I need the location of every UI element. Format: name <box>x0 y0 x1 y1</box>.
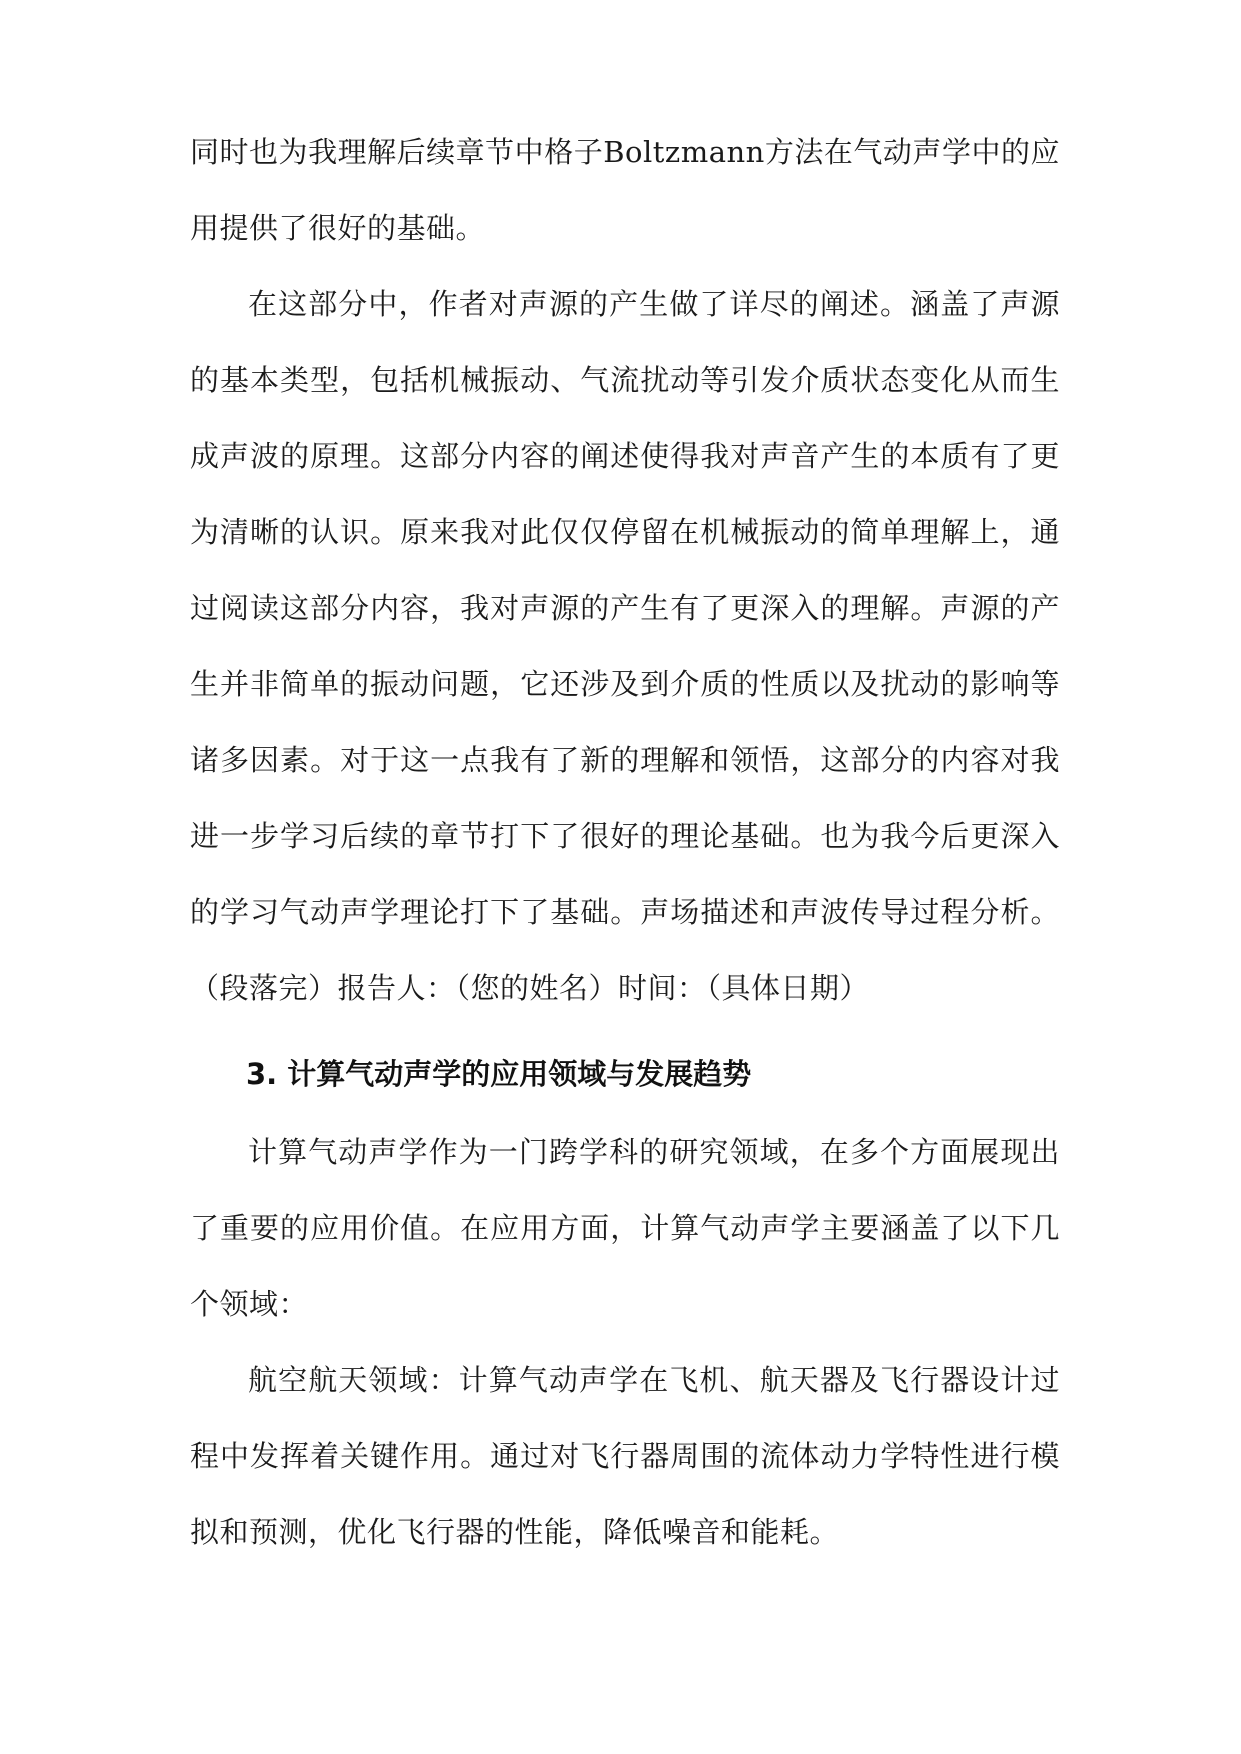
paragraph-continued: 同时也为我理解后续章节中格子Boltzmann方法在气动声学中的应用提供了很好的基础。 <box>190 135 1060 245</box>
paragraph-sound-source: 在这部分中，作者对声源的产生做了详尽的阐述。涵盖了声源的基本类型，包括机械振动、气流扰动等引发介质状态变化从而生成声波的原理。这部分内容的阐述使得我对声音产生的本质有了更为清晰的认识。原来我对此仅仅停留在机械振动的简单理解上，通过阅读这部分内容，我对声源的产生有了更深入的理解。声源的产生并非简单的振动问题，它还涉及到介质的性质以及扰动的影响等诸多因素。对于这一点我有了新的理解和领悟，这部分的内容对我进一步学习后续的章节打下了很好的理论基础。也为我今后更深入的学习气动声学理论打下了基础。声场描述和声波传导过程分析。（段落完）报告人：（您的姓名）时间：（具体日期） <box>190 287 1060 1005</box>
section-heading: 3. 计算气动声学的应用领域与发展趋势 <box>246 1057 752 1091</box>
body-text-block-bottom <box>190 1114 1060 1570</box>
paragraph-aerospace: 航空航天领域：计算气动声学在飞机、航天器及飞行器设计过程中发挥着关键作用。通过对飞行器周围的流体动力学特性进行模拟和预测，优化飞行器的性能，降低噪音和能耗。 <box>190 1363 1060 1549</box>
body-text-block-top <box>190 114 1060 1026</box>
paragraph-intro: 计算气动声学作为一门跨学科的研究领域，在多个方面展现出了重要的应用价值。在应用方面，计算气动声学主要涵盖了以下几个领域： <box>190 1135 1060 1321</box>
